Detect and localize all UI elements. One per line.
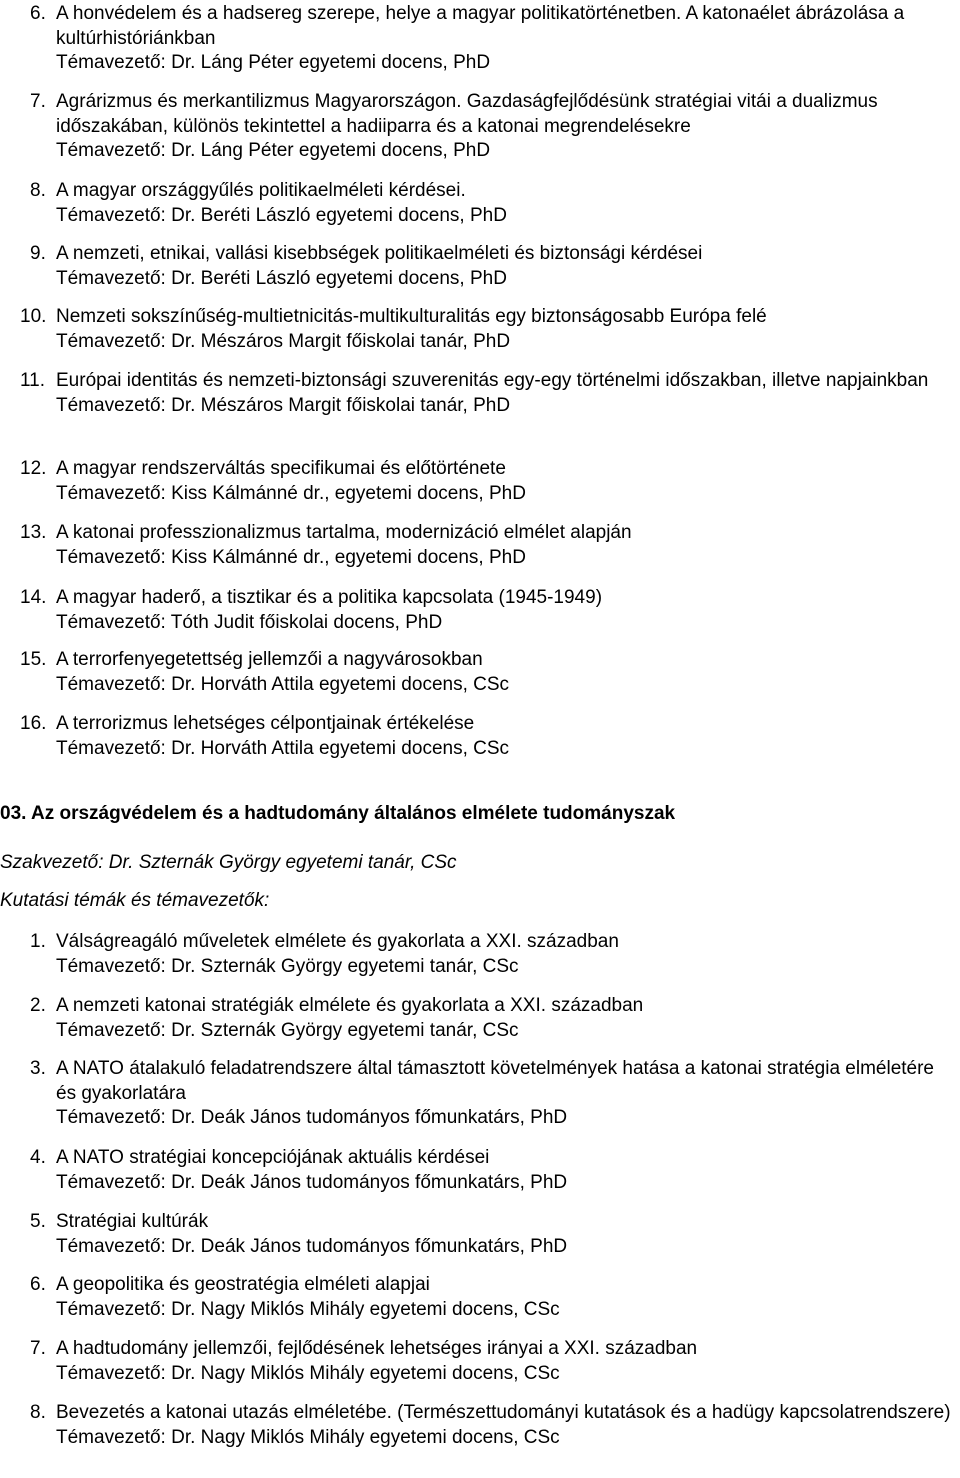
item-title: A terrorfenyegetettség jellemzői a nagyvárosokban — [56, 649, 483, 670]
item-supervisor: Témavezető: Dr. Szternák György egyetemi tanár, CSc — [56, 1019, 519, 1041]
item-supervisor: Témavezető: Dr. Horváth Attila egyetemi docens, CSc — [56, 737, 510, 759]
item-supervisor: Témavezető: Dr. Beréti László egyetemi docens, PhD — [56, 267, 507, 289]
item-supervisor: Témavezető: Kiss Kálmánné dr., egyetemi docens, PhD — [56, 546, 526, 568]
item-supervisor: Témavezető: Kiss Kálmánné dr., egyetemi docens, PhD — [56, 482, 526, 504]
item-number: 4. — [30, 1147, 46, 1168]
item-number: 5. — [30, 1211, 46, 1232]
item-title: Agrárizmus és merkantilizmus Magyarországon. Gazdaságfejlődésünk stratégiai vitái a dualizmus időszakában, különös tekintettel a hadiiparra és a katonai megrendelésekre — [56, 91, 878, 137]
item-title: A terrorizmus lehetséges célpontjainak értékelése — [56, 713, 475, 734]
list-item — [0, 369, 956, 418]
item-number: 8. — [30, 180, 46, 201]
item-title: A magyar haderő, a tisztikar és a politika kapcsolata (1945-1949) — [56, 587, 603, 608]
item-number: 6. — [30, 3, 46, 24]
list-item — [0, 521, 956, 570]
item-supervisor: Témavezető: Dr. Szternák György egyetemi tanár, CSc — [56, 955, 519, 977]
item-title: A honvédelem és a hadsereg szerepe, helye a magyar politikatörténetben. A katonaélet ábrázolása a kultúrhistóriánkban — [56, 3, 905, 49]
item-title: Európai identitás és nemzeti-biztonsági szuverenitás egy-egy történelmi időszakban, illetve napjainkban — [56, 370, 929, 391]
item-title: A NATO stratégiai koncepciójának aktuális kérdései — [56, 1147, 490, 1168]
item-number: 8. — [30, 1402, 46, 1423]
list-item — [0, 2, 956, 76]
item-supervisor: Témavezető: Dr. Láng Péter egyetemi docens, PhD — [56, 52, 491, 73]
list-item — [0, 1401, 956, 1450]
item-number: 3. — [30, 1058, 46, 1079]
list-item — [0, 90, 956, 164]
section-heading: 03. Az országvédelem és a hadtudomány általános elmélete tudományszak — [0, 803, 676, 824]
list-item — [0, 930, 956, 979]
item-title: Nemzeti sokszínűség-multietnicitás-multikulturalitás egy biztonságosabb Európa felé — [56, 306, 767, 327]
list-item — [0, 994, 956, 1043]
item-number: 16. — [20, 713, 47, 734]
topics-label: Kutatási témák és témavezetők: — [0, 890, 270, 911]
item-supervisor: Témavezető: Dr. Horváth Attila egyetemi docens, CSc — [56, 673, 510, 695]
item-number: 7. — [30, 1338, 46, 1359]
section-leader — [0, 851, 457, 875]
list-item — [0, 1210, 956, 1259]
item-number: 13. — [20, 522, 47, 543]
leader-label: Szakvezető — [0, 852, 99, 873]
item-supervisor: Témavezető: Dr. Mészáros Margit főiskolai tanár, PhD — [56, 394, 511, 416]
item-supervisor: Témavezető: Dr. Nagy Miklós Mihály egyetemi docens, CSc — [56, 1362, 560, 1384]
item-number: 2. — [30, 995, 46, 1016]
item-title: A katonai professzionalizmus tartalma, modernizáció elmélet alapján — [56, 522, 632, 543]
item-title: A nemzeti, etnikai, vallási kisebbségek politikaelméleti és biztonsági kérdései — [56, 243, 703, 264]
item-supervisor: Témavezető: Dr. Nagy Miklós Mihály egyetemi docens, CSc — [56, 1298, 560, 1320]
item-number: 10. — [20, 306, 47, 327]
item-supervisor: Témavezető: Dr. Deák János tudományos főmunkatárs, PhD — [56, 1235, 568, 1257]
leader-name: : Dr. Szternák György egyetemi tanár, CSc — [98, 852, 457, 873]
list-item — [0, 1057, 956, 1131]
item-title: A geopolitika és geostratégia elméleti alapjai — [56, 1274, 430, 1295]
item-title: Válságreagáló műveletek elmélete és gyakorlata a XXI. században — [56, 931, 619, 952]
list-item — [0, 457, 956, 506]
list-item — [0, 586, 956, 635]
list-item — [0, 305, 956, 354]
item-number: 1. — [30, 931, 46, 952]
list-item — [0, 648, 956, 697]
item-title: A magyar országgyűlés politikaelméleti kérdései. — [56, 180, 466, 201]
item-number: 11. — [20, 370, 46, 391]
list-item — [0, 1273, 956, 1322]
item-number: 14. — [20, 587, 47, 608]
item-supervisor: Témavezető: Dr. Deák János tudományos főmunkatárs, PhD — [56, 1107, 568, 1128]
item-title: Stratégiai kultúrák — [56, 1211, 209, 1232]
item-supervisor: Témavezető: Dr. Beréti László egyetemi docens, PhD — [56, 204, 507, 226]
list-item — [0, 179, 956, 228]
item-number: 9. — [30, 243, 46, 264]
item-title: A NATO átalakuló feladatrendszere által támasztott követelmények hatása a katonai stratégia elméletére és gyakorlatára — [56, 1058, 934, 1104]
item-supervisor: Témavezető: Dr. Láng Péter egyetemi docens, PhD — [56, 140, 491, 161]
item-number: 15. — [20, 649, 47, 670]
item-number: 6. — [30, 1274, 46, 1295]
item-number: 12. — [20, 458, 47, 479]
item-title: A nemzeti katonai stratégiák elmélete és gyakorlata a XXI. században — [56, 995, 644, 1016]
item-title: Bevezetés a katonai utazás elméletébe. (Természettudományi kutatások és a hadügy kapcsolatrendszere) — [56, 1402, 951, 1423]
list-item — [0, 242, 956, 291]
item-title: A magyar rendszerváltás specifikumai és előtörténete — [56, 458, 506, 479]
item-supervisor: Témavezető: Tóth Judit főiskolai docens, PhD — [56, 611, 443, 633]
list-item — [0, 1337, 956, 1386]
list-item — [0, 1146, 956, 1195]
item-supervisor: Témavezető: Dr. Mészáros Margit főiskolai tanár, PhD — [56, 330, 511, 352]
item-supervisor: Témavezető: Dr. Deák János tudományos főmunkatárs, PhD — [56, 1171, 568, 1193]
list-item — [0, 712, 956, 761]
item-number: 7. — [30, 91, 46, 112]
item-title: A hadtudomány jellemzői, fejlődésének lehetséges irányai a XXI. században — [56, 1338, 698, 1359]
item-supervisor: Témavezető: Dr. Nagy Miklós Mihály egyetemi docens, CSc — [56, 1426, 560, 1448]
